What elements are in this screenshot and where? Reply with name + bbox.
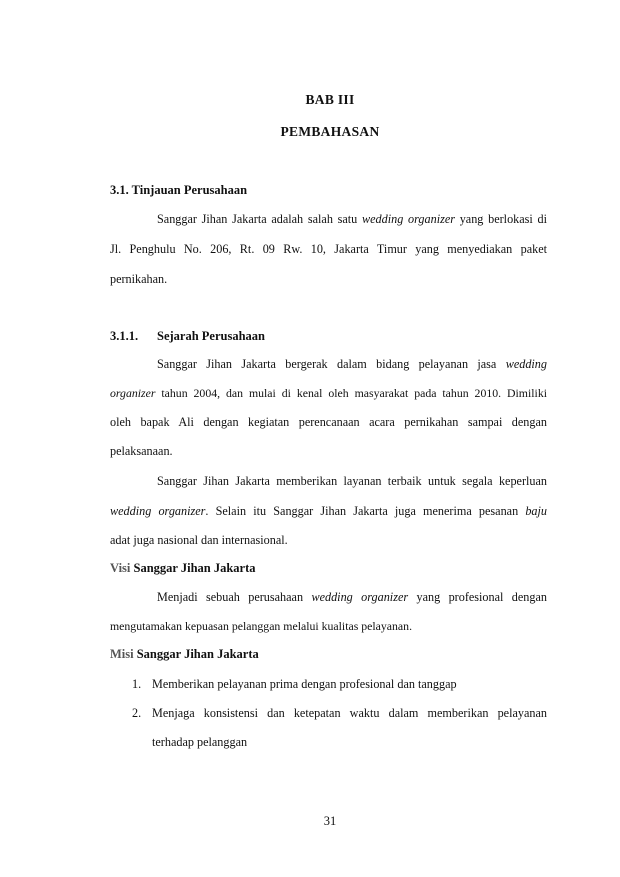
visi-label: Visi xyxy=(110,561,131,575)
page-number: 31 xyxy=(323,814,337,828)
list-item-number: 2. xyxy=(132,706,142,720)
misi-label: Misi xyxy=(110,647,134,661)
section-number: 3.1.1. xyxy=(110,329,139,343)
paragraph-line: pernikahan. xyxy=(110,272,168,286)
paragraph-line: organizer tahun 2004, dan mulai di kenal oleh masyarakat pada tahun 2010. Dimiliki xyxy=(110,386,547,400)
paragraph-line: oleh bapak Ali dengan kegiatan perencanaan acara pernikahan sampai dengan xyxy=(110,415,547,429)
chapter-title: PEMBAHASAN xyxy=(280,124,380,139)
section-title: Sejarah Perusahaan xyxy=(157,329,265,343)
misi-subject: Sanggar Jihan Jakarta xyxy=(136,647,259,661)
paragraph-line: mengutamakan kepuasan pelanggan melalui kualitas pelayanan. xyxy=(110,619,413,633)
paragraph-line: Jl. Penghulu No. 206, Rt. 09 Rw. 10, Jakarta Timur yang menyediakan paket xyxy=(110,242,547,256)
paragraph-line: Sanggar Jihan Jakarta bergerak dalam bidang pelayanan jasa wedding xyxy=(157,357,547,371)
paragraph-line: Sanggar Jihan Jakarta adalah salah satu wedding organizer yang berlokasi di xyxy=(157,212,547,226)
visi-heading xyxy=(110,561,256,576)
list-item: Menjaga konsistensi dan ketepatan waktu dalam memberikan pelayanan xyxy=(152,706,547,720)
list-item-number: 1. xyxy=(132,677,142,691)
section-heading-3-1-1 xyxy=(110,329,265,344)
paragraph-line: adat juga nasional dan internasional. xyxy=(110,533,288,547)
list-item: Memberikan pelayanan prima dengan profesional dan tanggap xyxy=(152,677,457,691)
paragraph-line: wedding organizer. Selain itu Sanggar Jihan Jakarta juga menerima pesanan baju xyxy=(110,504,547,518)
visi-subject: Sanggar Jihan Jakarta xyxy=(133,561,256,575)
section-heading-3-1: 3.1. Tinjauan Perusahaan xyxy=(110,183,248,197)
misi-heading xyxy=(110,647,259,662)
paragraph-line: pelaksanaan. xyxy=(110,444,173,458)
chapter-number: BAB III xyxy=(305,92,355,107)
list-item-continuation: terhadap pelanggan xyxy=(152,735,248,749)
paragraph-line: Menjadi sebuah perusahaan wedding organizer yang profesional dengan xyxy=(157,590,547,604)
paragraph-line: Sanggar Jihan Jakarta memberikan layanan terbaik untuk segala keperluan xyxy=(157,474,547,488)
